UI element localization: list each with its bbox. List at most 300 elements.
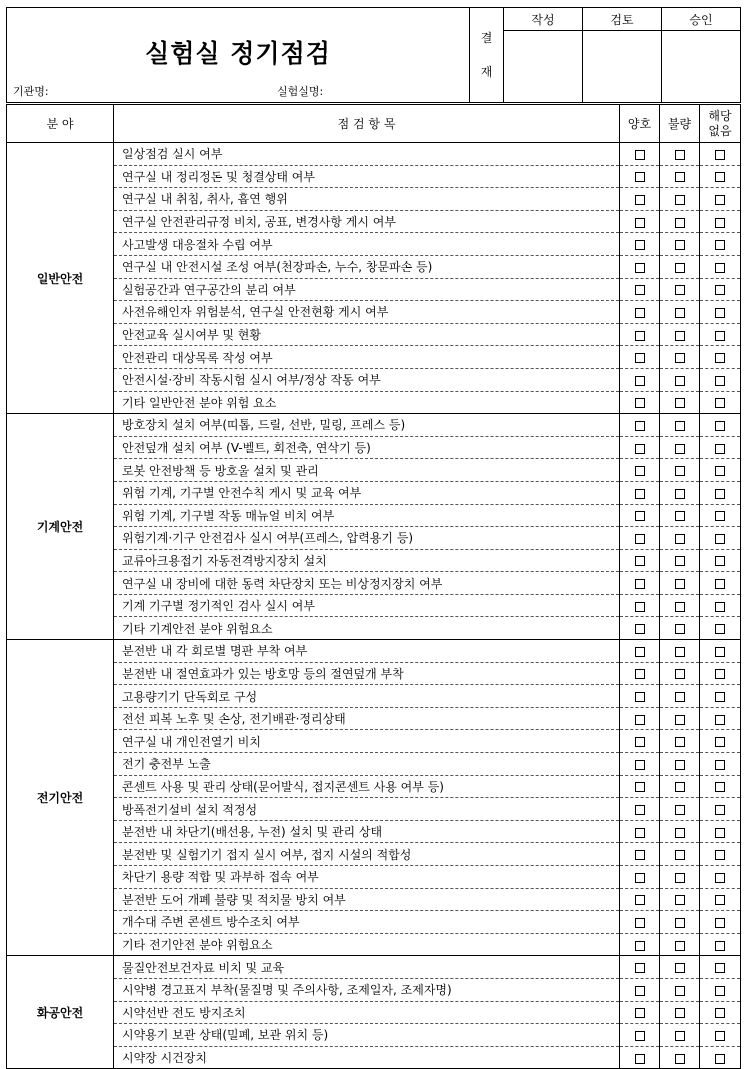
title-area (7, 8, 470, 103)
cell-not-applicable (700, 188, 741, 211)
cell-bad (660, 572, 700, 595)
cell-bad (660, 798, 700, 821)
table-row (7, 978, 741, 1001)
checkbox-good[interactable] (635, 918, 645, 928)
checkbox-not-applicable[interactable] (715, 1008, 725, 1018)
checkbox-bad[interactable] (675, 444, 685, 454)
checkbox-not-applicable[interactable] (715, 263, 725, 273)
checkbox-bad[interactable] (675, 172, 685, 182)
cell-not-applicable (700, 798, 741, 821)
checkbox-not-applicable[interactable] (715, 805, 725, 815)
checkbox-good[interactable] (635, 737, 645, 747)
cell-good (620, 594, 660, 617)
cell-not-applicable (700, 346, 741, 369)
cell-bad (660, 414, 700, 437)
checkbox-bad[interactable] (675, 624, 685, 634)
cell-bad (660, 323, 700, 346)
checkbox-not-applicable[interactable] (715, 218, 725, 228)
checkbox-not-applicable[interactable] (715, 398, 725, 408)
checkbox-not-applicable[interactable] (715, 850, 725, 860)
checkbox-bad[interactable] (675, 760, 685, 770)
cell-not-applicable (700, 685, 741, 708)
cell-not-applicable (700, 662, 741, 685)
checkbox-not-applicable[interactable] (715, 444, 725, 454)
cell-good (620, 459, 660, 482)
checkbox-not-applicable[interactable] (715, 489, 725, 499)
inspection-item: 분전반 및 실험기기 접지 실시 여부, 접지 시설의 적합성 (114, 843, 620, 866)
inspection-item: 위험 기계, 기구별 작동 매뉴얼 비치 여부 (114, 504, 620, 527)
cell-good (620, 572, 660, 595)
table-row (7, 888, 741, 911)
checkbox-not-applicable[interactable] (715, 421, 725, 431)
inspection-item: 연구실 내 개인전열기 비치 (114, 730, 620, 753)
cell-bad (660, 459, 700, 482)
cell-bad (660, 527, 700, 550)
cell-good (620, 1001, 660, 1024)
cell-good (620, 278, 660, 301)
checkbox-good[interactable] (635, 782, 645, 792)
table-row (7, 504, 741, 527)
inspection-item: 방폭전기설비 설치 적정성 (114, 798, 620, 821)
checkbox-good[interactable] (635, 963, 645, 973)
checkbox-good[interactable] (635, 489, 645, 499)
table-row (7, 436, 741, 459)
cell-not-applicable (700, 572, 741, 595)
cell-not-applicable (700, 527, 741, 550)
cell-bad (660, 685, 700, 708)
cell-not-applicable (700, 866, 741, 889)
inspection-item: 차단기 용량 적합 및 과부하 접속 여부 (114, 866, 620, 889)
checkbox-good[interactable] (635, 805, 645, 815)
checkbox-not-applicable[interactable] (715, 669, 725, 679)
checkbox-not-applicable[interactable] (715, 941, 725, 951)
checkbox-good[interactable] (635, 692, 645, 702)
checkbox-not-applicable[interactable] (715, 466, 725, 476)
checkbox-not-applicable[interactable] (715, 986, 725, 996)
checkbox-not-applicable[interactable] (715, 647, 725, 657)
cell-not-applicable (700, 459, 741, 482)
checkbox-bad[interactable] (675, 850, 685, 860)
checkbox-good[interactable] (635, 850, 645, 860)
inspection-item: 안전덮개 설치 여부 (V-벨트, 회전축, 연삭기 등) (114, 436, 620, 459)
cell-not-applicable (700, 504, 741, 527)
cell-good (620, 549, 660, 572)
table-row (7, 527, 741, 550)
checkbox-good[interactable] (635, 647, 645, 657)
inspection-item: 실험공간과 연구공간의 분리 여부 (114, 278, 620, 301)
cell-bad (660, 1046, 700, 1069)
cell-not-applicable (700, 730, 741, 753)
checkbox-good[interactable] (635, 331, 645, 341)
cell-bad (660, 233, 700, 256)
table-row (7, 1024, 741, 1047)
checkbox-bad[interactable] (675, 782, 685, 792)
checkbox-bad[interactable] (675, 941, 685, 951)
checkbox-not-applicable[interactable] (715, 1054, 725, 1064)
table-row (7, 640, 741, 663)
cell-bad (660, 866, 700, 889)
checkbox-not-applicable[interactable] (715, 511, 725, 521)
cell-good (620, 866, 660, 889)
checkbox-good[interactable] (635, 1031, 645, 1041)
cell-good (620, 843, 660, 866)
checkbox-not-applicable[interactable] (715, 195, 725, 205)
inspection-item: 기계 기구별 정기적인 검사 실시 여부 (114, 594, 620, 617)
checkbox-good[interactable] (635, 444, 645, 454)
table-row (7, 866, 741, 889)
checkbox-bad[interactable] (675, 466, 685, 476)
checkbox-not-applicable[interactable] (715, 895, 725, 905)
cell-good (620, 346, 660, 369)
checkbox-good[interactable] (635, 760, 645, 770)
cell-not-applicable (700, 210, 741, 233)
checkbox-not-applicable[interactable] (715, 624, 725, 634)
inspection-item: 분전반 내 절연효과가 있는 방호망 등의 절연덮개 부착 (114, 662, 620, 685)
checkbox-good[interactable] (635, 1008, 645, 1018)
cell-not-applicable (700, 391, 741, 414)
checkbox-good[interactable] (635, 828, 645, 838)
table-row (7, 956, 741, 979)
cell-not-applicable (700, 775, 741, 798)
checkbox-good[interactable] (635, 195, 645, 205)
cell-good (620, 504, 660, 527)
cell-good (620, 911, 660, 934)
cell-good (620, 323, 660, 346)
cell-good (620, 527, 660, 550)
table-row (7, 843, 741, 866)
checkbox-good[interactable] (635, 421, 645, 431)
cell-bad (660, 391, 700, 414)
cell-good (620, 1024, 660, 1047)
cell-bad (660, 368, 700, 391)
cell-good (620, 368, 660, 391)
checkbox-not-applicable[interactable] (715, 782, 725, 792)
table-row (7, 933, 741, 956)
table-header-row (7, 105, 741, 143)
checkbox-not-applicable[interactable] (715, 692, 725, 702)
checkbox-not-applicable[interactable] (715, 376, 725, 386)
inspection-item: 연구실 내 정리정돈 및 청결상태 여부 (114, 165, 620, 188)
table-row (7, 707, 741, 730)
table-row (7, 346, 741, 369)
cell-good (620, 188, 660, 211)
table-row (7, 165, 741, 188)
cell-bad (660, 143, 700, 166)
cell-not-applicable (700, 301, 741, 324)
signature-box-approver[interactable] (662, 31, 741, 103)
checkbox-good[interactable] (635, 263, 645, 273)
approval-label: 결 재 (470, 8, 504, 103)
section-category-label: 화공안전 (7, 956, 114, 1069)
cell-good (620, 956, 660, 979)
table-row (7, 481, 741, 504)
document-header (6, 7, 741, 103)
cell-bad (660, 730, 700, 753)
cell-good (620, 1046, 660, 1069)
cell-good (620, 888, 660, 911)
table-row (7, 1046, 741, 1069)
checkbox-not-applicable[interactable] (715, 150, 725, 160)
cell-good (620, 143, 660, 166)
cell-good (620, 414, 660, 437)
checkbox-bad[interactable] (675, 918, 685, 928)
table-row (7, 594, 741, 617)
checkbox-bad[interactable] (675, 398, 685, 408)
cell-bad (660, 346, 700, 369)
cell-good (620, 933, 660, 956)
cell-bad (660, 956, 700, 979)
checkbox-bad[interactable] (675, 308, 685, 318)
cell-bad (660, 640, 700, 663)
inspection-item: 콘센트 사용 및 관리 상태(문어발식, 접지콘센트 사용 여부 등) (114, 775, 620, 798)
sign-column-author: 작성 (504, 8, 583, 31)
cell-bad (660, 775, 700, 798)
sign-column-approver: 승인 (662, 8, 741, 31)
checkbox-bad[interactable] (675, 737, 685, 747)
cell-not-applicable (700, 707, 741, 730)
cell-good (620, 820, 660, 843)
table-row (7, 301, 741, 324)
sign-column-reviewer: 검토 (583, 8, 662, 31)
table-row (7, 617, 741, 640)
cell-good (620, 233, 660, 256)
checkbox-good[interactable] (635, 715, 645, 725)
checkbox-bad[interactable] (675, 376, 685, 386)
checklist-body (7, 143, 741, 1069)
checkbox-bad[interactable] (675, 195, 685, 205)
checkbox-good[interactable] (635, 624, 645, 634)
checkbox-bad[interactable] (675, 421, 685, 431)
cell-bad (660, 753, 700, 776)
table-row (7, 911, 741, 934)
cell-not-applicable (700, 1024, 741, 1047)
checkbox-bad[interactable] (675, 150, 685, 160)
checkbox-bad[interactable] (675, 263, 685, 273)
checkbox-bad[interactable] (675, 873, 685, 883)
checkbox-good[interactable] (635, 873, 645, 883)
checkbox-good[interactable] (635, 240, 645, 250)
cell-bad (660, 820, 700, 843)
column-header-items: 점 검 항 목 (114, 105, 620, 143)
table-row (7, 775, 741, 798)
page-title: 실험실 정기점검 (145, 39, 331, 68)
checkbox-not-applicable[interactable] (715, 602, 725, 612)
checkbox-bad[interactable] (675, 511, 685, 521)
inspection-item: 로봇 안전방책 등 방호울 설치 및 관리 (114, 459, 620, 482)
cell-not-applicable (700, 414, 741, 437)
checkbox-bad[interactable] (675, 331, 685, 341)
checkbox-not-applicable[interactable] (715, 285, 725, 295)
cell-not-applicable (700, 255, 741, 278)
table-row (7, 685, 741, 708)
table-row (7, 368, 741, 391)
cell-not-applicable (700, 436, 741, 459)
checkbox-not-applicable[interactable] (715, 331, 725, 341)
table-row (7, 662, 741, 685)
cell-bad (660, 255, 700, 278)
inspection-item: 개수대 주변 콘센트 방수조치 여부 (114, 911, 620, 934)
checkbox-good[interactable] (635, 895, 645, 905)
cell-not-applicable (700, 594, 741, 617)
checkbox-not-applicable[interactable] (715, 534, 725, 544)
inspection-item: 연구실 안전관리규정 비치, 공표, 변경사항 게시 여부 (114, 210, 620, 233)
cell-bad (660, 707, 700, 730)
checkbox-not-applicable[interactable] (715, 737, 725, 747)
checkbox-not-applicable[interactable] (715, 760, 725, 770)
checkbox-bad[interactable] (675, 647, 685, 657)
checkbox-bad[interactable] (675, 218, 685, 228)
cell-good (620, 617, 660, 640)
cell-good (620, 481, 660, 504)
checkbox-bad[interactable] (675, 986, 685, 996)
column-header-good: 양호 (620, 105, 660, 143)
checkbox-good[interactable] (635, 602, 645, 612)
checkbox-good[interactable] (635, 308, 645, 318)
table-row (7, 323, 741, 346)
checkbox-good[interactable] (635, 511, 645, 521)
cell-not-applicable (700, 1046, 741, 1069)
checkbox-bad[interactable] (675, 602, 685, 612)
table-row (7, 233, 741, 256)
column-header-category: 분 야 (7, 105, 114, 143)
section-category-label: 일반안전 (7, 143, 114, 414)
cell-bad (660, 911, 700, 934)
inspection-item: 교류아크용접기 자동전격방지장치 설치 (114, 549, 620, 572)
cell-good (620, 707, 660, 730)
checkbox-good[interactable] (635, 579, 645, 589)
checkbox-bad[interactable] (675, 556, 685, 566)
cell-good (620, 662, 660, 685)
cell-good (620, 301, 660, 324)
cell-bad (660, 436, 700, 459)
checkbox-bad[interactable] (675, 805, 685, 815)
checkbox-not-applicable[interactable] (715, 579, 725, 589)
checkbox-not-applicable[interactable] (715, 828, 725, 838)
checkbox-good[interactable] (635, 941, 645, 951)
checkbox-not-applicable[interactable] (715, 873, 725, 883)
checkbox-good[interactable] (635, 285, 645, 295)
cell-bad (660, 1024, 700, 1047)
cell-good (620, 730, 660, 753)
checkbox-not-applicable[interactable] (715, 240, 725, 250)
checkbox-good[interactable] (635, 172, 645, 182)
checkbox-bad[interactable] (675, 895, 685, 905)
signature-box-reviewer[interactable] (583, 31, 662, 103)
table-row (7, 414, 741, 437)
cell-good (620, 685, 660, 708)
checkbox-good[interactable] (635, 556, 645, 566)
checkbox-bad[interactable] (675, 353, 685, 363)
inspection-item: 일상점검 실시 여부 (114, 143, 620, 166)
inspection-item: 고용량기기 단독회로 구성 (114, 685, 620, 708)
cell-good (620, 775, 660, 798)
inspection-item: 전기 충전부 노출 (114, 753, 620, 776)
cell-not-applicable (700, 978, 741, 1001)
checkbox-not-applicable[interactable] (715, 918, 725, 928)
column-header-not-applicable: 해당 없음 (700, 105, 741, 143)
cell-bad (660, 210, 700, 233)
checkbox-bad[interactable] (675, 828, 685, 838)
cell-not-applicable (700, 143, 741, 166)
checkbox-bad[interactable] (675, 715, 685, 725)
checkbox-not-applicable[interactable] (715, 172, 725, 182)
cell-not-applicable (700, 165, 741, 188)
checkbox-bad[interactable] (675, 534, 685, 544)
checkbox-good[interactable] (635, 218, 645, 228)
checkbox-good[interactable] (635, 398, 645, 408)
inspection-item: 연구실 내 안전시설 조성 여부(천장파손, 누수, 창문파손 등) (114, 255, 620, 278)
cell-bad (660, 504, 700, 527)
inspection-item: 안전관리 대상목록 작성 여부 (114, 346, 620, 369)
cell-not-applicable (700, 233, 741, 256)
checkbox-bad[interactable] (675, 240, 685, 250)
checkbox-bad[interactable] (675, 963, 685, 973)
inspection-item: 시약병 경고표지 부착(물질명 및 주의사항, 조제일자, 조제자명) (114, 978, 620, 1001)
cell-not-applicable (700, 323, 741, 346)
signature-box-author[interactable] (504, 31, 583, 103)
inspection-item: 시약선반 전도 방지조치 (114, 1001, 620, 1024)
checkbox-good[interactable] (635, 534, 645, 544)
institution-label: 기관명: (13, 85, 49, 98)
lab-name-label: 실험실명: (277, 85, 324, 98)
checkbox-not-applicable[interactable] (715, 353, 725, 363)
checkbox-good[interactable] (635, 466, 645, 476)
inspection-item: 사고발생 대응절차 수립 여부 (114, 233, 620, 256)
table-row (7, 549, 741, 572)
cell-not-applicable (700, 843, 741, 866)
checkbox-not-applicable[interactable] (715, 308, 725, 318)
checkbox-bad[interactable] (675, 579, 685, 589)
checkbox-good[interactable] (635, 986, 645, 996)
cell-bad (660, 301, 700, 324)
cell-bad (660, 165, 700, 188)
inspection-item: 물질안전보건자료 비치 및 교육 (114, 956, 620, 979)
cell-not-applicable (700, 933, 741, 956)
table-row (7, 798, 741, 821)
checkbox-good[interactable] (635, 376, 645, 386)
checkbox-bad[interactable] (675, 489, 685, 499)
checkbox-not-applicable[interactable] (715, 715, 725, 725)
checkbox-bad[interactable] (675, 669, 685, 679)
checkbox-good[interactable] (635, 1054, 645, 1064)
table-row (7, 391, 741, 414)
table-row (7, 210, 741, 233)
inspection-item: 안전시설·장비 작동시험 실시 여부/정상 작동 여부 (114, 368, 620, 391)
checkbox-good[interactable] (635, 353, 645, 363)
table-row (7, 572, 741, 595)
checkbox-bad[interactable] (675, 1031, 685, 1041)
checkbox-not-applicable[interactable] (715, 556, 725, 566)
inspection-item: 기타 일반안전 분야 위험 요소 (114, 391, 620, 414)
cell-good (620, 255, 660, 278)
checkbox-not-applicable[interactable] (715, 963, 725, 973)
checkbox-bad[interactable] (675, 1008, 685, 1018)
cell-not-applicable (700, 956, 741, 979)
inspection-item: 전선 피복 노후 및 손상, 전기배관·정리상태 (114, 707, 620, 730)
cell-good (620, 798, 660, 821)
checkbox-not-applicable[interactable] (715, 1031, 725, 1041)
checkbox-good[interactable] (635, 669, 645, 679)
cell-not-applicable (700, 820, 741, 843)
checkbox-bad[interactable] (675, 1054, 685, 1064)
table-row (7, 459, 741, 482)
cell-bad (660, 978, 700, 1001)
checkbox-good[interactable] (635, 150, 645, 160)
table-row (7, 1001, 741, 1024)
checkbox-bad[interactable] (675, 692, 685, 702)
checkbox-bad[interactable] (675, 285, 685, 295)
cell-bad (660, 843, 700, 866)
